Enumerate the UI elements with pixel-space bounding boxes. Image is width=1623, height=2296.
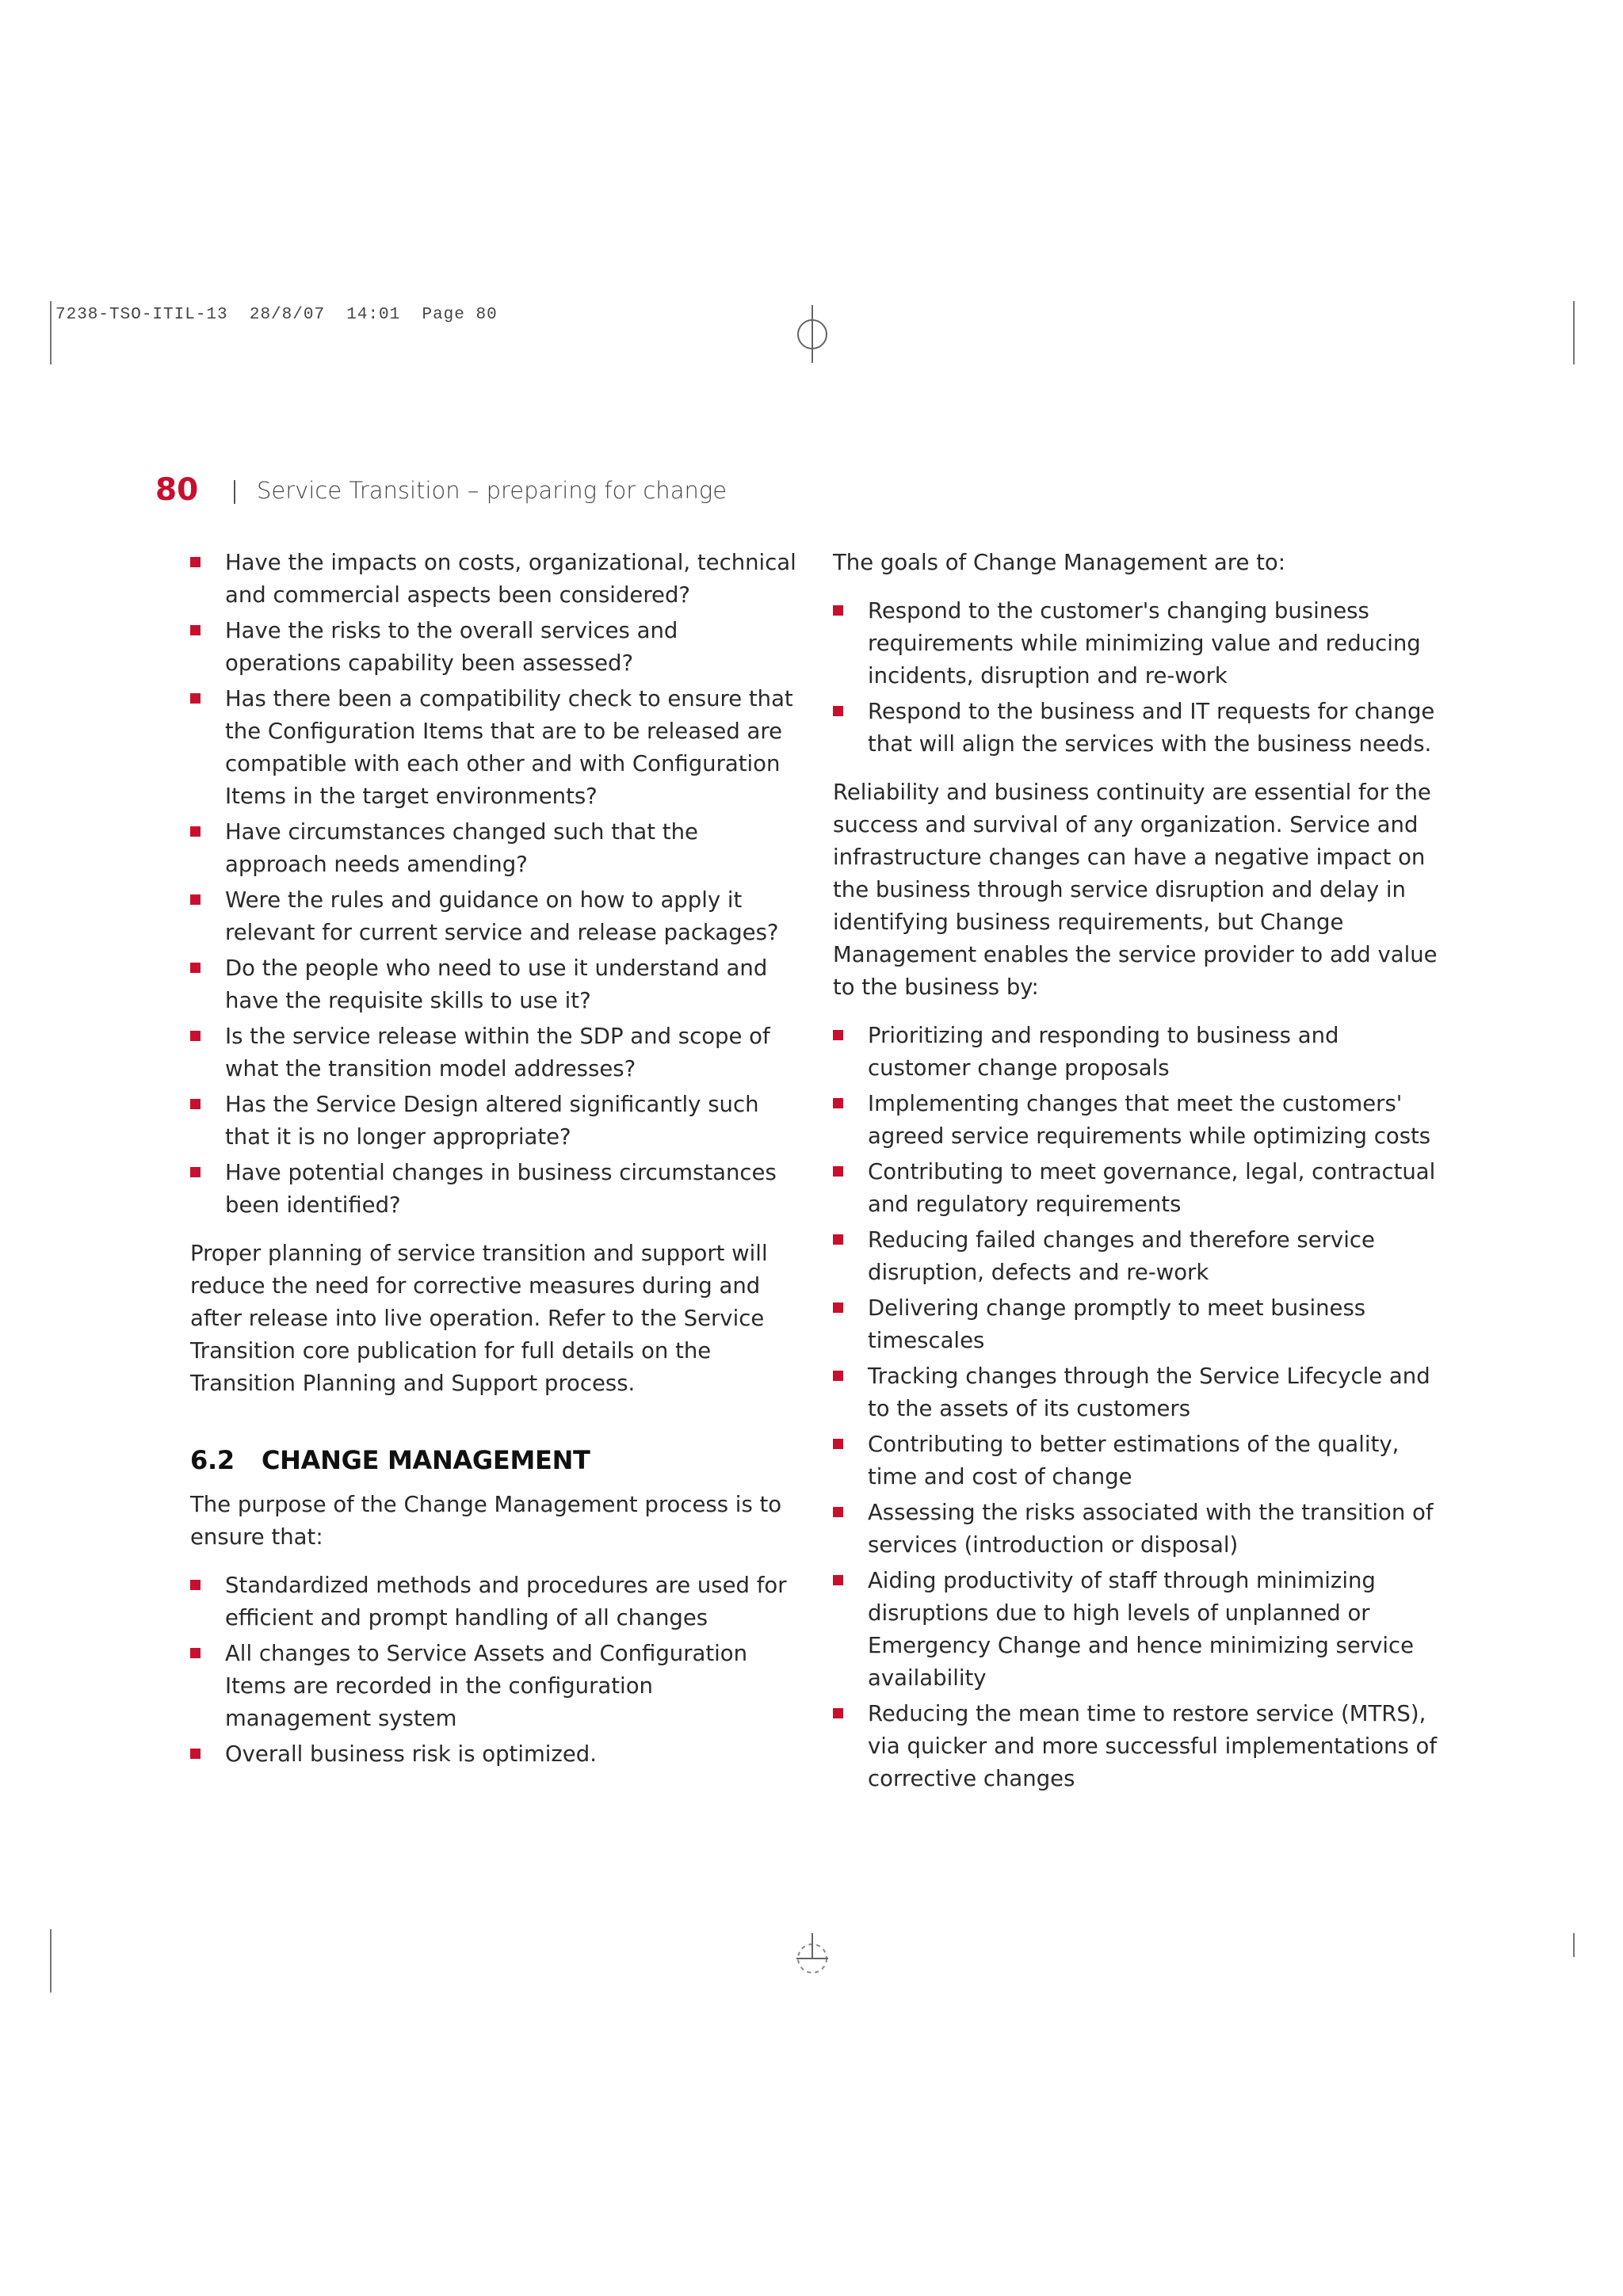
bullet-icon <box>190 1167 200 1177</box>
section-number: 6.2 <box>190 1445 235 1475</box>
bullet-icon <box>833 1708 843 1718</box>
list-item: Is the service release within the SDP and scope of what the transition model addresses? <box>190 1020 800 1085</box>
bullet-icon <box>833 1439 843 1449</box>
registration-mark-bottom-icon <box>792 1933 832 1981</box>
reliability-paragraph: Reliability and business continuity are essential for the success and survival of any organization. Service and infrastructure changes can have a negative impact on the business through service disruption and delay in identifying business requirements, but Change Management enables the service provider to add value to the business by: <box>833 780 1438 1000</box>
list-item: Respond to the business and IT requests for change that will align the services with the business needs. <box>833 696 1445 761</box>
bullet-icon <box>190 894 200 905</box>
purpose-intro: The purpose of the Change Management process is to ensure that: <box>190 1492 782 1550</box>
list-item: Contributing to better estimations of the quality, time and cost of change <box>833 1428 1445 1493</box>
list-item: Have circumstances changed such that the approach needs amending? <box>190 816 800 881</box>
list-item: All changes to Service Assets and Configuration Items are recorded in the configuration management system <box>190 1638 800 1735</box>
bullet-icon <box>190 625 200 635</box>
crop-mark-top-right <box>1573 301 1575 364</box>
list-item: Delivering change promptly to meet business timescales <box>833 1292 1445 1357</box>
list-item: Prioritizing and responding to business and customer change proposals <box>833 1020 1445 1085</box>
bullet-icon <box>190 1099 200 1109</box>
bullet-icon <box>833 1234 843 1245</box>
section-heading <box>190 1443 800 1478</box>
list-item: Respond to the customer's changing business requirements while minimizing value and reducing incidents, disruption and re-work <box>833 595 1445 692</box>
bullet-icon <box>190 1580 200 1590</box>
list-item: Has there been a compatibility check to ensure that the Configuration Items that are to be released are compatible with each other and with Configuration Items in the target environments? <box>190 683 800 813</box>
review-questions-list <box>190 547 800 1222</box>
list-item: Tracking changes through the Service Lifecycle and to the assets of its customers <box>833 1360 1445 1425</box>
goals-intro: The goals of Change Management are to: <box>833 550 1285 575</box>
bullet-icon <box>190 1648 200 1658</box>
page-number: 80 <box>155 472 199 508</box>
list-item: Has the Service Design altered significantly such that it is no longer appropriate? <box>190 1089 800 1154</box>
list-item: Implementing changes that meet the customers' agreed service requirements while optimizing costs <box>833 1088 1445 1153</box>
list-item: Standardized methods and procedures are used for efficient and prompt handling of all changes <box>190 1569 800 1634</box>
bullet-icon <box>190 557 200 567</box>
list-item: Reducing the mean time to restore service (MTRS), via quicker and more successful implementations of corrective changes <box>833 1698 1445 1795</box>
bullet-icon <box>833 1030 843 1040</box>
bullet-icon <box>833 605 843 616</box>
bullet-icon <box>190 826 200 837</box>
bullet-icon <box>833 1575 843 1585</box>
list-item: Aiding productivity of staff through minimizing disruptions due to high levels of unplanned or Emergency Change and hence minimizing service availability <box>833 1565 1445 1695</box>
list-item: Assessing the risks associated with the transition of services (introduction or disposal) <box>833 1497 1445 1562</box>
bullet-icon <box>190 963 200 973</box>
bullet-icon <box>833 1371 843 1381</box>
list-item: Overall business risk is optimized. <box>190 1738 800 1771</box>
left-column <box>190 547 800 1774</box>
bullet-icon <box>190 1031 200 1041</box>
crop-mark-top-left <box>50 301 52 364</box>
bullet-icon <box>833 1098 843 1108</box>
list-item: Were the rules and guidance on how to apply it relevant for current service and release packages? <box>190 884 800 949</box>
bullet-icon <box>833 1302 843 1313</box>
registration-mark-top-icon <box>792 301 832 364</box>
bullet-icon <box>190 1749 200 1759</box>
running-title: Service Transition – preparing for change <box>257 477 727 504</box>
print-slug: 7238-TSO-ITIL-13 28/8/07 14:01 Page 80 <box>55 306 498 324</box>
purpose-list <box>190 1569 800 1771</box>
list-item: Do the people who need to use it understand and have the requisite skills to use it? <box>190 952 800 1017</box>
value-list <box>833 1020 1445 1795</box>
right-column <box>833 547 1445 1798</box>
bullet-icon <box>833 706 843 716</box>
crop-mark-bottom-left <box>50 1929 52 1993</box>
header-divider <box>234 480 235 504</box>
planning-paragraph: Proper planning of service transition and support will reduce the need for corrective measures during and after release into live operation. Refer to the Service Transition core publication for full details on the Transition Planning and Support process. <box>190 1241 768 1396</box>
list-item: Contributing to meet governance, legal, contractual and regulatory requirements <box>833 1156 1445 1221</box>
list-item: Reducing failed changes and therefore service disruption, defects and re-work <box>833 1224 1445 1289</box>
bullet-icon <box>833 1166 843 1177</box>
section-title: CHANGE MANAGEMENT <box>262 1445 590 1475</box>
goals-list <box>833 595 1445 761</box>
bullet-icon <box>833 1507 843 1517</box>
list-item: Have the risks to the overall services and operations capability been assessed? <box>190 615 800 680</box>
crop-mark-bottom-right <box>1573 1933 1575 1957</box>
list-item: Have potential changes in business circumstances been identified? <box>190 1157 800 1222</box>
list-item: Have the impacts on costs, organizational, technical and commercial aspects been considered? <box>190 547 800 612</box>
bullet-icon <box>190 693 200 704</box>
